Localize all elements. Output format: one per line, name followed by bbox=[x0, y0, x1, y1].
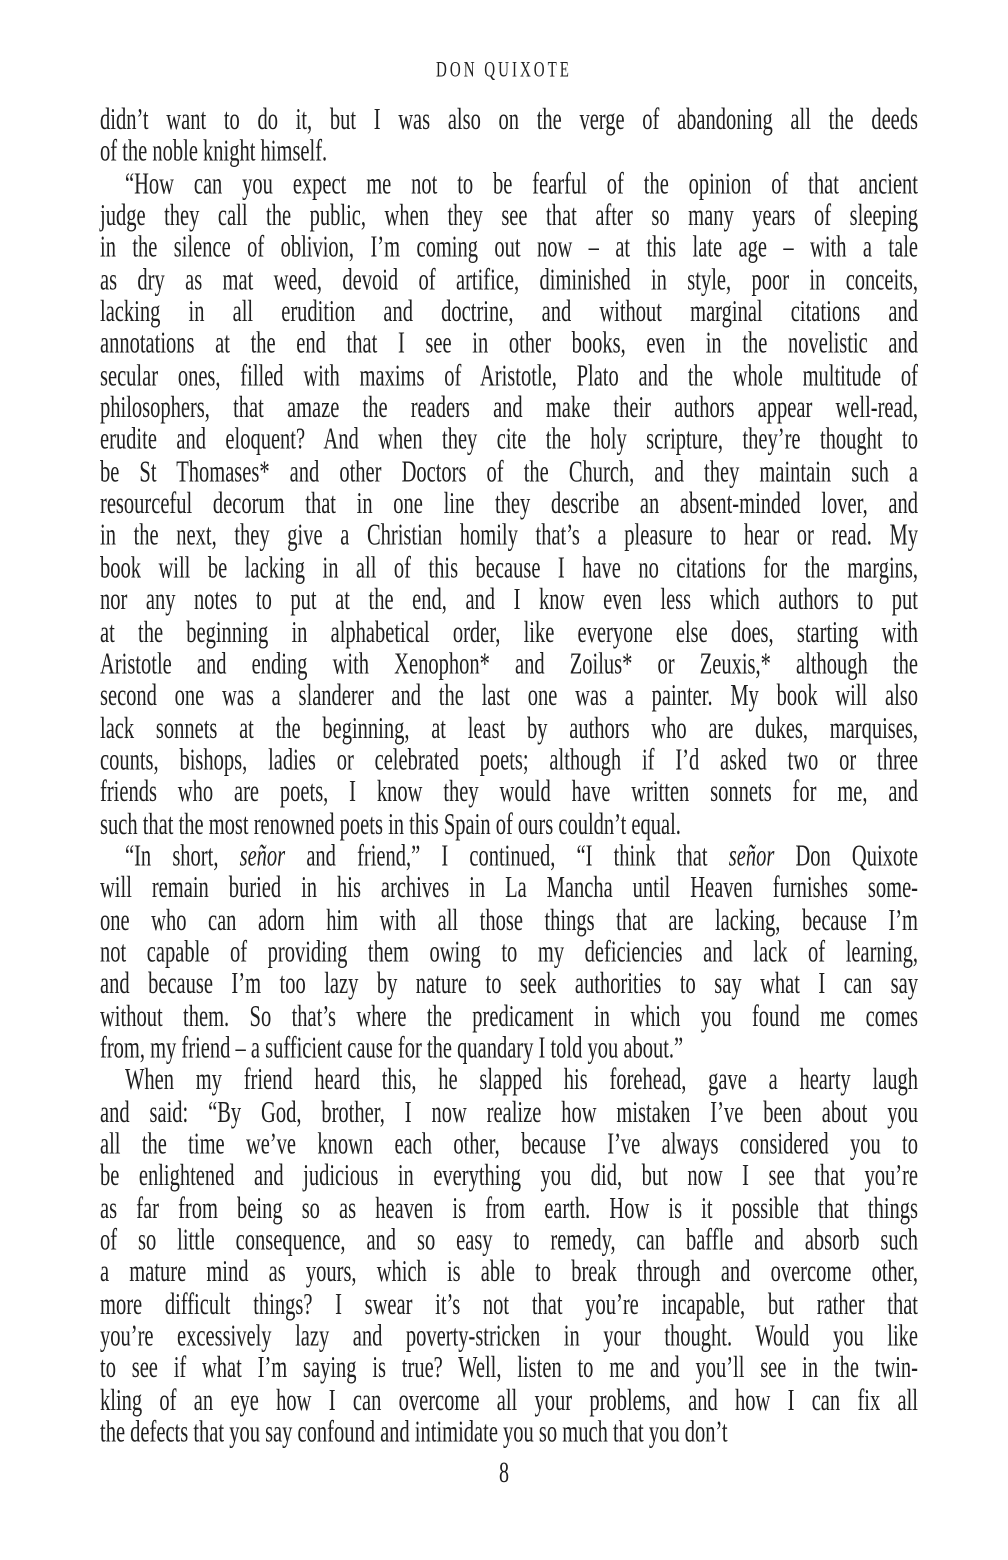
text-line: from, my friend – a sufficient cause for the quandary I told you about.” bbox=[100, 1031, 684, 1065]
text-line: counts, bishops, ladies or celebrated poets; although if I’d asked two or three bbox=[100, 743, 918, 777]
italic-run: señor bbox=[728, 839, 775, 873]
text-line: kling of an eye how I can overcome all your problems, and how I can fix all bbox=[100, 1384, 918, 1418]
text-line: in the silence of oblivion, I’m coming out now – at this late age – with a tale bbox=[100, 231, 918, 265]
text-line: lacking in all erudition and doctrine, and without marginal citations and bbox=[100, 295, 918, 329]
text-line: resourceful decorum that in one line they describe an absent-minded lover, and bbox=[100, 487, 918, 521]
text-line: secular ones, filled with maxims of Aristotle, Plato and the whole multitude of bbox=[100, 359, 918, 393]
paragraph bbox=[100, 105, 918, 169]
text-line: “In short, señor and friend,” I continued, “I think that señor Don Quixote bbox=[125, 839, 918, 873]
text-line: Aristotle and ending with Xenophon* and Zoilus* or Zeuxis,* although the bbox=[100, 647, 918, 681]
text-line: erudite and eloquent? And when they cite the holy scripture, they’re thought to bbox=[100, 423, 918, 457]
text-line: one who can adorn him with all those things that are lacking, because I’m bbox=[100, 903, 918, 937]
text-line: annotations at the end that I see in other books, even in the novelistic and bbox=[100, 327, 918, 361]
page-number: 8 bbox=[499, 1456, 509, 1490]
text-line: a mature mind as yours, which is able to break through and overcome other, bbox=[100, 1256, 918, 1290]
paragraph bbox=[100, 169, 918, 841]
text-line: be St Thomases* and other Doctors of the Church, and they maintain such a bbox=[100, 455, 918, 489]
running-header: DON QUIXOTE bbox=[436, 58, 572, 83]
text-line: the defects that you say confound and intimidate you so much that you don’t bbox=[100, 1416, 728, 1450]
paragraph bbox=[100, 1065, 918, 1449]
text-line: in the next, they give a Christian homily that’s a pleasure to hear or read. My bbox=[100, 519, 918, 553]
italic-run: señor bbox=[239, 839, 286, 873]
text-line: lack sonnets at the beginning, at least by authors who are dukes, marquises, bbox=[100, 711, 918, 745]
text-line: of the noble knight himself. bbox=[100, 135, 328, 169]
text-line: of so little consequence, and so easy to remedy, can baffle and absorb such bbox=[100, 1224, 918, 1258]
text-line: “How can you expect me not to be fearful of the opinion of that ancient bbox=[125, 167, 918, 201]
text-line: book will be lacking in all of this because I have no citations for the margins, bbox=[100, 551, 918, 585]
text-line: nor any notes to put at the end, and I know even less which authors to put bbox=[100, 583, 918, 617]
text-line: second one was a slanderer and the last one was a painter. My book will also bbox=[100, 679, 918, 713]
text-line: will remain buried in his archives in La Mancha until Heaven furnishes some- bbox=[100, 871, 918, 905]
text-line: without them. So that’s where the predicament in which you found me comes bbox=[100, 999, 918, 1033]
text-line: and because I’m too lazy by nature to seek authorities to say what I can say bbox=[100, 967, 918, 1001]
text-line: as dry as mat weed, devoid of artifice, diminished in style, poor in conceits, bbox=[100, 263, 918, 297]
body-text bbox=[100, 105, 918, 1450]
text-line: as far from being so as heaven is from earth. How is it possible that things bbox=[100, 1192, 918, 1226]
text-line: judge they call the public, when they see that after so many years of sleeping bbox=[100, 199, 918, 233]
text-line: more difficult things? I swear it’s not that you’re incapable, but rather that bbox=[100, 1288, 918, 1322]
text-line: and said: “By God, brother, I now realize how mistaken I’ve been about you bbox=[100, 1095, 918, 1129]
text-line: didn’t want to do it, but I was also on the verge of abandoning all the deeds bbox=[100, 103, 918, 137]
text-line: to see if what I’m saying is true? Well, listen to me and you’ll see in the twin- bbox=[100, 1352, 918, 1386]
text-line: such that the most renowned poets in this Spain of ours couldn’t equal. bbox=[100, 807, 681, 841]
text-line: all the time we’ve known each other, because I’ve always considered you to bbox=[100, 1128, 918, 1161]
text-line: you’re excessively lazy and poverty-stricken in your thought. Would you like bbox=[100, 1320, 918, 1354]
text-line: friends who are poets, I know they would have written sonnets for me, and bbox=[100, 775, 918, 809]
text-line: philosophers, that amaze the readers and make their authors appear well-read, bbox=[100, 391, 918, 425]
paragraph bbox=[100, 841, 918, 1065]
text-line: When my friend heard this, he slapped his forehead, gave a hearty laugh bbox=[125, 1063, 918, 1097]
text-line: at the beginning in alphabetical order, like everyone else does, starting with bbox=[100, 615, 918, 649]
text-line: be enlightened and judicious in everything you did, but now I see that you’re bbox=[100, 1160, 918, 1194]
text-line: not capable of providing them owing to my deficiencies and lack of learning, bbox=[100, 935, 918, 969]
